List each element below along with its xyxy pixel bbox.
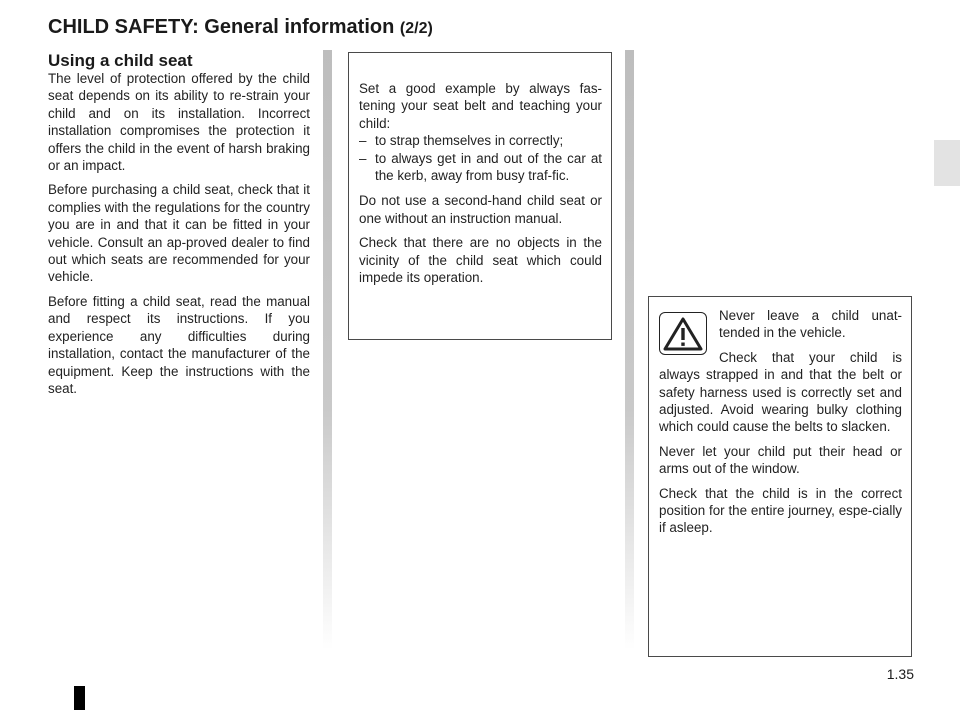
corner-crop-bar (74, 686, 85, 710)
list-dash: – (359, 133, 367, 149)
list-item-text: to always get in and out of the car at the kerb, away from busy traf-fic. (375, 150, 602, 184)
chapter-tab-marker (934, 140, 960, 186)
warning-triangle-icon (659, 312, 707, 355)
list-dash: – (359, 150, 367, 166)
info-intro: Set a good example by always fas-tening your seat belt and teaching your child: (359, 81, 602, 131)
page-title-suffix: (2/2) (399, 20, 433, 37)
body-paragraph: Before fitting a child seat, read the manual and respect its instructions. If you experience any difficulties during installation, contact the manufacturer of the equipment. Keep the instructions with the seat. (48, 293, 310, 396)
warning-paragraph: Check that the child is in the correct position for the entire journey, espe-cially if asleep. (659, 485, 902, 536)
info-paragraph: Do not use a second-hand child seat or one without an instruction manual. (359, 193, 602, 226)
body-paragraph: Before purchasing a child seat, check that it complies with the regulations for the country you are in and that it can be fitted in your vehicle. Consult an ap-proved dealer to find out which seats are recommended for your vehicle. (48, 182, 310, 285)
info-list (359, 132, 602, 184)
page-title (48, 16, 433, 39)
list-item (359, 132, 602, 149)
info-box (348, 52, 612, 340)
page-title-text: CHILD SAFETY: General information (48, 16, 395, 38)
column-divider-right (625, 50, 634, 650)
list-item (359, 150, 602, 185)
warning-paragraph: Check that your child is always strapped in and that the belt or safety harness used is correctly set and adjusted. Avoid wearing bulky clothing which could cause the belts to slacken. (659, 349, 902, 435)
warning-paragraph: Never let your child put their head or arms out of the window. (659, 443, 902, 477)
warning-box (648, 296, 912, 657)
column-divider-left (323, 50, 332, 650)
section-heading: Using a child seat (48, 51, 193, 70)
body-paragraph: The level of protection offered by the child seat depends on its ability to re-strain your child and on its installation. Incorrect installation compromises the protection it offers the child in the event of harsh braking or an impact. (48, 71, 310, 174)
left-column (48, 51, 310, 404)
warning-triangle-icon-graphic (663, 317, 703, 351)
warning-paragraph: Never leave a child unat-tended in the vehicle. (719, 308, 902, 341)
info-paragraph: Check that there are no objects in the vicinity of the child seat which could impede its operation. (359, 235, 602, 286)
page-number: 1.35 (886, 666, 914, 682)
list-item-text: to strap themselves in correctly; (375, 133, 564, 149)
